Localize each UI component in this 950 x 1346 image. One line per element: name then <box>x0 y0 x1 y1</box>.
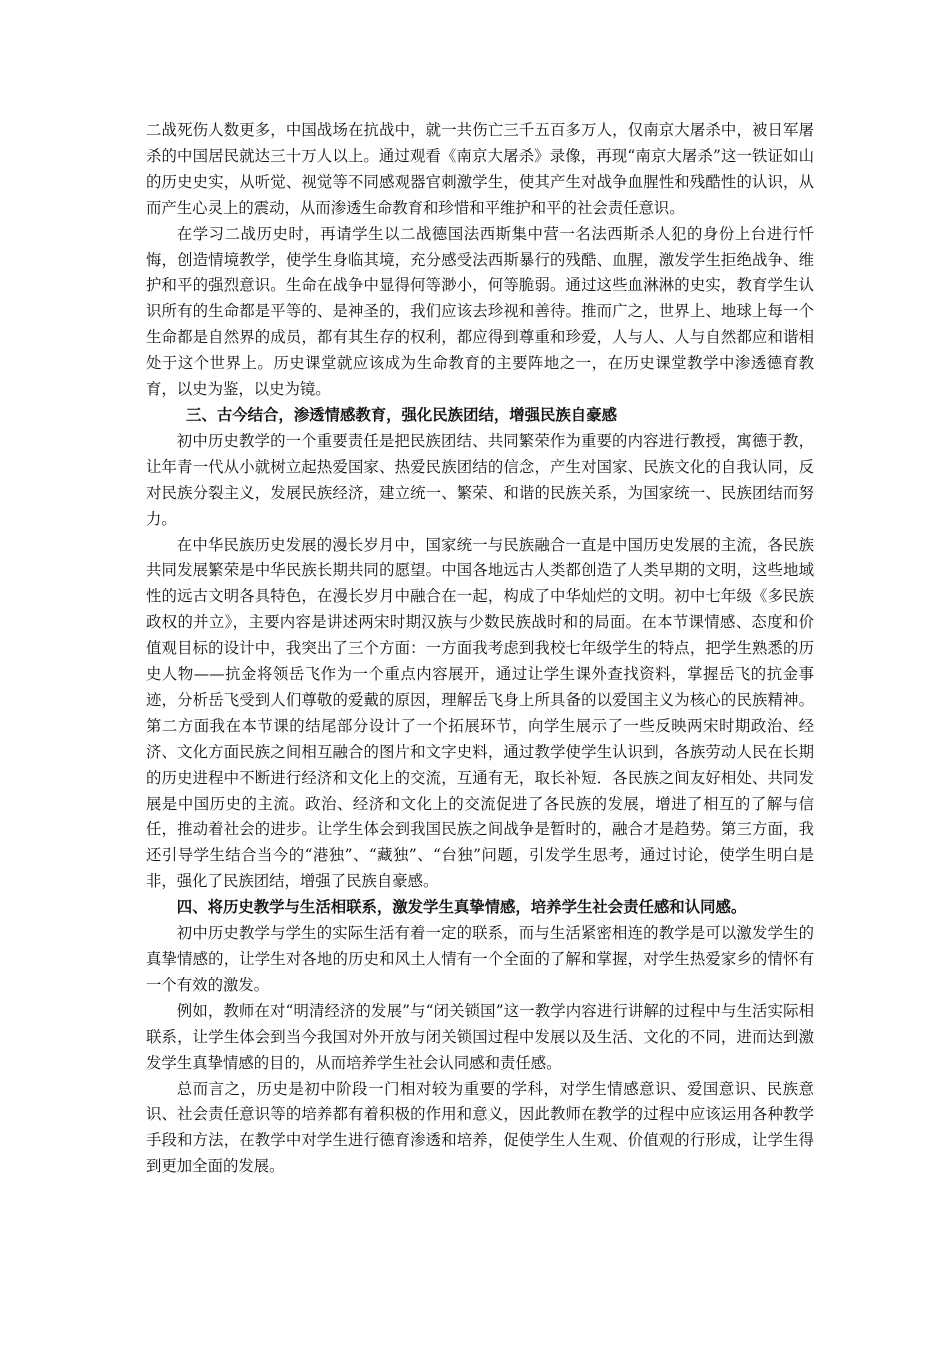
paragraph-conclusion: 总而言之，历史是初中阶段一门相对较为重要的学科，对学生情感意识、爱国意识、民族意识、社会责任意识等的培养都有着积极的作用和意义，因此教师在教学的过程中应该运用各种教学手段和方法，在教学中对学生进行德育渗透和培养，促使学生人生观、价值观的行形成，让学生得到更加全面的发展。 <box>146 1079 814 1176</box>
paragraph-ethnic-unity: 初中历史教学的一个重要责任是把民族团结、共同繁荣作为重要的内容进行教授，寓德于教，让年青一代从小就树立起热爱国家、热爱民族团结的信念，产生对国家、民族文化的自我认同，反对民族分裂主义，发展民族经济，建立统一、繁荣、和谐的民族关系，为国家统一、民族团结而努力。 <box>146 431 814 528</box>
paragraph-national-integration: 在中华民族历史发展的漫长岁月中，国家统一与民族融合一直是中国历史发展的主流，各民族共同发展繁荣是中华民族长期共同的愿望。中国各地远古人类都创造了人类早期的文明，这些地域性的远古文明各具特色，在漫长岁月中融合在一起，构成了中华灿烂的文明。初中七年级《多民族政权的并立》，主要内容是讲述两宋时期汉族与少数民族战时和的局面。在本节课情感、态度和价值观目标的设计中，我突出了三个方面：一方面我考虑到我校七年级学生的特点，把学生熟悉的历史人物——抗金将领岳飞作为一个重点内容展开，通过让学生课外查找资料，掌握岳飞的抗金事迹，分析岳飞受到人们尊敬的爱戴的原因，理解岳飞身上所具备的以爱国主义为核心的民族精神。第二方面我在本节课的结尾部分设计了一个拓展环节，向学生展示了一些反映两宋时期政治、经济、文化方面民族之间相互融合的图片和文字史料，通过教学使学生认识到，各族劳动人民在长期的历史进程中不断进行经济和文化上的交流，互通有无，取长补短．各民族之间友好相处、共同发展是中国历史的主流。政治、经济和文化上的交流促进了各民族的发展，增进了相互的了解与信任，推动着社会的进步。让学生体会到我国民族之间战争是暂时的，融合才是趋势。第三方面，我还引导学生结合当今的“港独”、“藏独”、“台独”问题，引发学生思考，通过讨论，使学生明白是非，强化了民族团结，增强了民族自豪感。 <box>146 535 814 891</box>
paragraph-life-connection: 初中历史教学与学生的实际生活有着一定的联系，而与生活紧密相连的教学是可以激发学生的真挚情感的，让学生对各地的历史和风土人情有一个全面的了解和掌握，对学生热爱家乡的情怀有一个有效的激发。 <box>146 924 814 994</box>
paragraph-wwii-roleplay: 在学习二战历史时，再请学生以二战德国法西斯集中营一名法西斯杀人犯的身份上台进行忏悔，创造情境教学，使学生身临其境，充分感受法西斯暴行的残酷、血腥，激发学生拒绝战争、维护和平的强烈意识。生命在战争中显得何等渺小，何等脆弱。通过这些血淋淋的史实，教育学生认识所有的生命都是平等的、是神圣的，我们应该去珍视和善待。推而广之，世界上、地球上每一个生命都是自然界的成员，都有其生存的权利，都应得到尊重和珍爱，人与人、人与自然都应和谐相处于这个世界上。历史课堂就应该成为生命教育的主要阵地之一，在历史课堂教学中渗透德育教育，以史为鉴，以史为镜。 <box>146 224 814 399</box>
section-heading-4: 四、将历史教学与生活相联系，激发学生真挚情感，培养学生社会责任感和认同感。 <box>176 898 747 917</box>
section-heading-3: 三、古今结合，渗透情感教育，强化民族团结，增强民族自豪感 <box>186 405 617 424</box>
document-page <box>146 118 814 1180</box>
paragraph-war-casualties: 二战死伤人数更多，中国战场在抗战中，就一共伤亡三千五百多万人，仅南京大屠杀中，被日军屠杀的中国居民就达三十万人以上。通过观看《南京大屠杀》录像，再现“南京大屠杀”这一铁证如山的历史史实，从听觉、视觉等不同感观器官刺激学生，使其产生对战争血腥性和残酷性的认识，从而产生心灵上的震动，从而渗透生命教育和珍惜和平维护和平的社会责任意识。 <box>146 121 814 217</box>
paragraph-example: 例如，教师在对“明清经济的发展”与“闭关锁国”这一教学内容进行讲解的过程中与生活实际相联系，让学生体会到当今我国对外开放与闭关锁国过程中发展以及生活、文化的不同，进而达到激发学生真挚情感的目的，从而培养学生社会认同感和责任感。 <box>146 1001 814 1072</box>
